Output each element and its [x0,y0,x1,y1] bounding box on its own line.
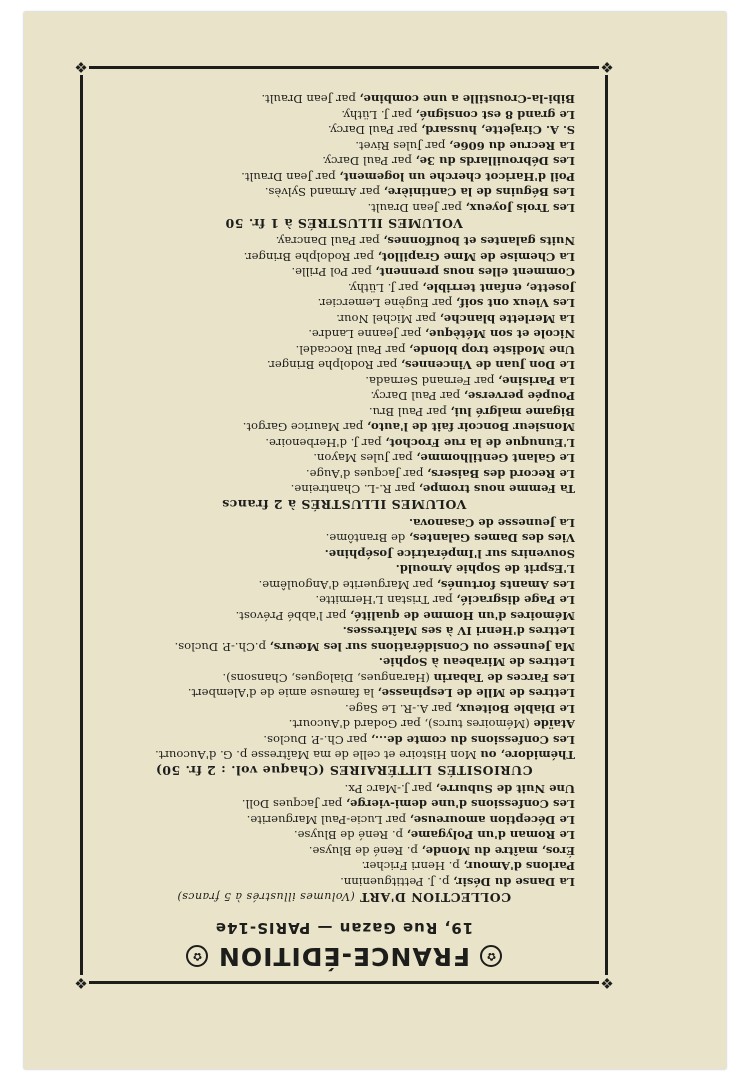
section-heading [97,498,591,513]
book-title: Vies des Dames Galantes, [408,531,575,546]
book-title: Les Débrouillards du 3e, [415,154,575,169]
book-title: Le Diable Boiteux, [455,702,575,716]
list-item [97,481,575,497]
list-item [97,404,575,420]
section-heading-text: VOLUMES ILLUSTRÉS à 2 francs [221,497,467,513]
list-item [97,419,575,435]
section-list [97,233,591,497]
list-item [97,654,575,670]
list-item [97,561,575,577]
book-title: Le Roman d'un Polygame, [406,828,575,843]
book-author: par Jean Drault. [241,170,336,184]
book-title: Ta Femme nous trompe, [418,482,575,497]
list-item [97,184,575,200]
section-heading [97,890,591,905]
book-author: par Jeanne Landre. [308,327,422,342]
book-author: par Jules Rivet. [355,139,446,153]
list-item [97,701,575,717]
list-item [97,732,575,748]
book-author: par Marguerite d'Angoulême. [258,578,434,592]
book-author: par Pol Prille. [291,265,372,280]
list-item [97,138,575,154]
book-title: Poil d'Haricot cherche un logement, [339,170,575,184]
book-title: La Jeunesse de Casanova. [408,516,575,530]
section-heading-text: CURIOSITÉS LITTÉRAIRES (Chaque vol. : 2 fr. 50) [155,763,533,779]
list-item [97,200,575,216]
publisher-header [97,941,591,971]
book-author: par Paul Dancray. [275,234,380,249]
list-item [97,577,575,593]
book-title: Une Nuit de Suburre, [435,782,575,796]
book-title: Les Farces de Tabarin [433,671,575,685]
book-author: par J. Lüthy. [341,108,412,122]
book-title: Éros, maître du Monde, [421,844,575,858]
book-title: L'Eunuque de la rue Frochot, [385,436,575,450]
corner-ornament-icon: ❖ [600,58,614,76]
book-title: Comment elles nous prennent, [375,265,575,280]
list-item [97,107,575,123]
book-author: par Jean Drault. [261,92,356,107]
list-item [97,781,575,797]
list-item [97,670,575,686]
section-list [97,515,591,763]
book-title: Ataïde [533,717,575,732]
list-item [97,515,575,531]
book-title: S. A. Cirajette, hussard, [421,123,575,138]
list-item [97,466,575,482]
section-note: (Volumes illustrés à 5 francs) [176,890,355,903]
list-item [97,639,575,655]
list-item [97,685,575,701]
book-author: par Tristan L'Hermitte. [315,593,453,608]
book-title: Mémoires d'un Homme de qualité, [350,609,575,623]
list-item [97,388,575,404]
catalogue-content [97,79,591,971]
section-heading [97,216,591,231]
list-item [97,716,575,732]
publisher-address: 19, Rue Gazan — PARIS-14e [214,919,474,937]
list-item [97,530,575,546]
book-author: par Jean Drault. [367,201,462,215]
book-author: par Michel Nour. [336,312,437,326]
book-author: par Eugène Lemercier. [317,296,453,311]
book-author: par Rodolphe Bringer. [266,358,398,373]
book-author: par Jacques d'Auge. [305,467,424,481]
book-title: Nicole et son Métèque, [425,327,575,342]
book-title: Monsieur Boncoir fait de l'auto, [366,420,575,435]
book-author: p. René de Bluyse. [308,844,418,858]
book-title: Poupée perverse, [463,389,575,404]
book-title: La Chemise de Mme Grapillot, [377,250,575,264]
list-item [97,843,575,859]
list-item [97,295,575,311]
book-author: (Mémoires turcs), par Godard d'Aucourt. [288,717,530,732]
book-title: Lettres de Mirabeau à Sophie. [378,655,575,670]
list-item [97,874,575,890]
book-author: par Lucie-Paul Marguerite. [246,813,407,827]
book-author: p. Henri Fricher. [361,859,460,874]
book-title: Nuits galantes et bouffonnes, [383,234,575,249]
catalogue-frame [74,58,614,992]
book-title: Thémidore, ou [480,748,575,763]
corner-ornament-icon: ❖ [600,974,614,992]
book-title: Bigame malgré lui, [450,405,575,419]
list-item [97,858,575,874]
book-author: par Paul Roccadel. [295,343,406,357]
book-title: Le grand 8 est consigné, [415,108,575,122]
list-item [97,608,575,624]
list-item [97,280,575,296]
book-author: (Harangues, Dialogues, Chansons). [222,671,430,685]
corner-ornament-icon: ❖ [74,58,88,76]
book-title: Les Vieux ont soif, [455,296,575,311]
book-author: par J. Lüthy. [347,281,419,295]
book-author: p.Ch.-P. Duclos. [174,640,266,654]
list-item [97,233,575,249]
book-author: par Rodolphe Bringer. [243,250,374,264]
list-item [97,812,575,828]
book-title: L'Esprit de Sophie Arnould. [395,562,575,577]
catalogue-sections [97,91,591,905]
book-title: Le Don Juan de Vincennes, [400,358,575,373]
book-title: Bibi-la-Croustille a une combine, [359,92,575,107]
book-author: par A.-R. Le Sage. [345,702,452,716]
book-author: par R.-L. Chantreine. [290,482,416,497]
book-title: Parlons d'Amour, [463,859,575,874]
list-item [97,623,575,639]
book-title: Le Page disgracié, [456,593,575,608]
book-title: Les Trois Joyeux, [465,201,575,215]
book-title: La Danse du Désir, [453,875,575,889]
list-item [97,546,575,562]
book-title: La Parisine, [498,374,575,388]
paper-sheet [24,12,726,1069]
book-title: Lettres d'Henri IV à ses Maîtresses. [342,624,575,639]
book-title: Le Déception amoureuse, [409,813,575,827]
book-title: Le Galant Gentilhomme, [416,451,575,466]
section-heading [97,764,591,779]
list-item [97,435,575,451]
book-author: par Paul Bru. [368,405,447,419]
list-item [97,747,575,763]
publisher-emblem-icon: ✿ [480,945,502,967]
section-heading-text: VOLUMES ILLUSTRÉS à 1 fr. 50 [225,216,463,231]
book-author: par Jacques Doll. [241,797,343,812]
list-item [97,122,575,138]
list-item [97,153,575,169]
book-author: par Ch.-P. Duclos. [263,733,368,747]
section-list [97,91,591,215]
book-author: par Paul Darcy. [370,389,461,404]
book-title: Les Béguins de la Cantinière, [383,185,575,200]
list-item [97,342,575,358]
book-title: Les Confessions du comte de..., [370,733,575,747]
book-title: Josette, enfant terrible, [422,281,575,295]
corner-ornament-icon: ❖ [74,974,88,992]
book-author: p. René de Bluyse. [293,828,403,843]
list-item [97,373,575,389]
book-author: par Paul Darcy. [327,123,418,138]
book-author: de Brantôme. [325,531,406,546]
book-title: Lettres de Mlle de Lespinasse, [377,686,575,701]
book-title: Les Amants fortunés, [436,578,575,592]
list-item [97,796,575,812]
book-title: Les Confessions d'une demi-vierge, [345,797,575,812]
book-author: par Armand Sylvès. [264,185,380,200]
book-title: Ma Jeunesse ou Considérations sur les Mœurs, [269,640,575,654]
list-item [97,311,575,327]
list-item [97,326,575,342]
book-title: La Merlette blanche, [439,312,575,326]
book-title: Une Modiste trop blonde, [409,343,575,357]
section-list [97,781,591,890]
book-author: par Paul Darcy. [322,154,412,169]
book-author: Mon Histoire et celle de ma Maîtresse p. G. d'Aucourt. [155,748,477,763]
list-item [97,169,575,185]
book-author: par Maurice Gargot. [242,420,364,435]
book-author: par Jules Mayon. [313,451,413,466]
list-item [97,592,575,608]
book-title: Le Record des Baisers, [427,467,575,481]
book-author: par J. d'Herbenoire. [265,436,382,450]
book-author: par J.-Marc Px. [344,782,433,796]
book-author: par Fernand Sernada. [365,374,495,388]
section-heading-text: COLLECTION D'ART [359,890,512,905]
list-item [97,827,575,843]
book-author: la fameuse amie de d'Alembert. [187,686,374,701]
book-author: par l'abbé Prévost. [235,609,347,623]
publisher-name: FRANCE-ÉDITION [217,942,471,971]
list-item [97,450,575,466]
publisher-emblem-icon: ✿ [186,945,208,967]
book-title: Souvenirs sur l'Impératrice Joséphine. [324,547,575,561]
list-item [97,264,575,280]
list-item [97,249,575,265]
book-title: La Recrue du 606e, [449,139,575,153]
list-item [97,91,575,107]
list-item [97,357,575,373]
book-author: p. J. Pettitgueninn. [340,875,450,889]
